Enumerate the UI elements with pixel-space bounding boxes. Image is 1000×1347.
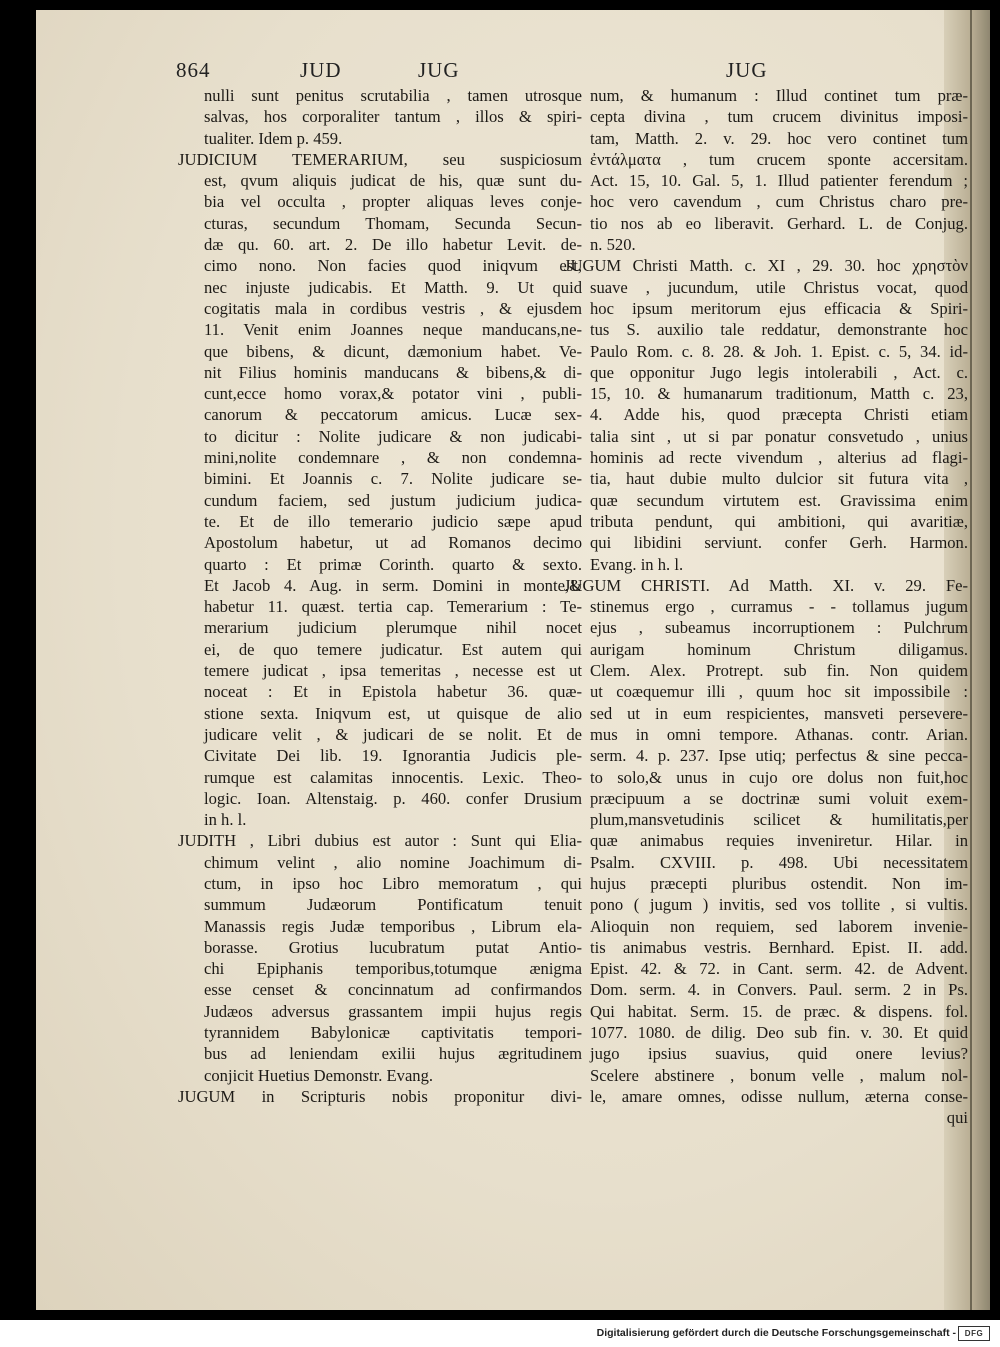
text-line: sed ut in eum respicientes, mansveti persevere-: [590, 703, 968, 723]
text-line: mini,nolite condemnare , & non condemna-: [204, 448, 582, 468]
text-line: nec injuste judicabis. Et Matth. 9. Ut quid: [204, 277, 582, 297]
text-line: tis animabus vestris. Bernhard. Epist. II. add.: [590, 937, 968, 957]
text-line: ἐντάλματα , tum crucem sponte accersitam.: [590, 149, 968, 169]
text-line: to solo,& unus in cujo ore dolus non fuit,hoc: [590, 767, 968, 787]
text-line: bia vel occulta , propter aliquas leves conje-: [204, 192, 582, 212]
text-line: Dom. serm. 4. in Convers. Paul. serm. 2 in Ps.: [590, 980, 968, 1000]
text-line: tia, haut dubie multo dulcior sit futura vita ,: [590, 469, 968, 489]
left-column: [178, 85, 582, 1107]
text-line: tam, Matth. 2. v. 29. hoc vero continet tum: [590, 128, 968, 148]
text-line: est, qvum aliquis judicat de his, quæ sunt du-: [204, 171, 582, 191]
text-line: Qui habitat. Serm. 15. de præc. & dispens. fol.: [590, 1001, 968, 1021]
text-line: habetur 11. quæst. tertia cap. Temerarium : Te-: [204, 597, 582, 617]
text-line: quæ secundum virtutem est. Gravissima enim: [590, 490, 968, 510]
text-line: nulli sunt penitus scrutabilia , tamen utrosque: [204, 86, 582, 105]
text-line: num, & humanum : Illud continet tum præ-: [590, 86, 968, 105]
text-line: rumque est calamitas innocentis. Lexic. Theo-: [204, 767, 582, 787]
text-line: nit Filius hominis manducans & bibens,& di-: [204, 362, 582, 382]
header-catchword-left-2: JUG: [418, 58, 460, 82]
text-line: chi Epiphanis temporibus,totumque ænigma: [204, 959, 582, 979]
text-line: Act. 15, 10. Gal. 5, 1. Illud patienter ferendum ;: [590, 171, 968, 191]
text-line: hominis ad recte vivendum , alterius ad flagi-: [590, 448, 968, 468]
text-line: Paulo Rom. c. 8. 28. & Joh. 1. Epist. c. 5, 34. id-: [590, 341, 968, 361]
text-line: Clem. Alex. Protrept. sub fin. Non quidem: [590, 661, 968, 681]
text-line: dæ qu. 60. art. 2. De illo habetur Levit. de-: [204, 235, 582, 255]
text-line: 11. Venit enim Joannes neque manducans,ne-: [204, 320, 582, 340]
text-line: te. Et de illo temerario judicio sæpe apud: [204, 511, 582, 531]
text-line: le, amare omnes, odisse nullum, æterna conse-: [590, 1086, 968, 1106]
text-line: esse censet & concinnatum ad confirmandos: [204, 980, 582, 1000]
text-line: JUGUM CHRISTI. Ad Matth. XI. v. 29. Fe-: [564, 575, 968, 595]
text-line: merarium judicium plerumque nihil nocet: [204, 618, 582, 638]
text-line: cimo nono. Non facies quod iniqvum est,: [204, 256, 582, 276]
text-line: plum,mansvetudinis scilicet & humilitatis,per: [590, 810, 968, 830]
text-line: Civitate Dei lib. 19. Ignorantia Judicis ple-: [204, 746, 582, 766]
text-line: tio nos ab eo liberavit. Gerhard. L. de Conjug.: [590, 213, 968, 233]
text-line: 15, 10. & humanarum traditionum, Matth c. 23,: [590, 384, 968, 404]
text-line: in h. l.: [204, 810, 247, 830]
text-line: cundum faciem, sed justum judicium judica-: [204, 490, 582, 510]
text-line: ctum, in ipso hoc Libro memoratum , qui: [204, 873, 582, 893]
text-line: 1077. 1080. de dilig. Deo sub fin. v. 30. Et quid: [590, 1023, 968, 1043]
text-line: tributa pendunt, qui ambitioni, qui avaritiæ,: [590, 511, 968, 531]
text-line: suave , jucundum, utile Christus vocat, quod: [590, 277, 968, 297]
text-line: tyrannidem Babylonicæ captivitatis tempori-: [204, 1023, 582, 1043]
text-line: cogitatis mala in cordibus vestris , & ejusdem: [204, 298, 582, 318]
text-line: Manassis regis Judæ temporibus , Librum ela-: [204, 916, 582, 936]
text-line: cepta divina , tum crucem divinitus imposi-: [590, 107, 968, 127]
text-line: JUDICIUM TEMERARIUM, seu suspiciosum: [178, 149, 582, 169]
text-line: bus ad leniendam exilii hujus ægritudinem: [204, 1044, 582, 1064]
header-catchword-left: JUD: [300, 58, 342, 82]
text-line: 4. Adde his, quod præcepta Christi etiam: [590, 405, 968, 425]
text-line: tualiter. Idem p. 459.: [204, 128, 343, 148]
text-line: quæ animabus requies inveniretur. Hilar. in: [590, 831, 968, 851]
text-line: aurigam hominum Christum diligamus.: [590, 639, 968, 659]
text-line: Judæos adversus grassantem impii hujus regis: [204, 1001, 582, 1021]
text-line: JUDITH , Libri dubius est autor : Sunt qui Elia-: [178, 831, 582, 851]
text-line: cturas, secundum Thomam, Secunda Secun-: [204, 213, 582, 233]
text-line: Apostolum habetur, ut ad Romanos decimo: [204, 533, 582, 553]
text-line: Epist. 42. & 72. in Cant. serm. 42. de Advent.: [590, 959, 968, 979]
text-line: ei, de quo temere judicatur. Est autem qui: [204, 639, 582, 659]
text-line: Alioquin non requiem, sed laborem invenie-: [590, 916, 968, 936]
text-line: chimum velint , alio nomine Joachimum di-: [204, 852, 582, 872]
text-line: salvas, hos corporaliter tantum , illos & spiri-: [204, 107, 582, 127]
text-line: stione sexta. Iniqvum est, ut quisque de alio: [204, 703, 582, 723]
text-line: judicare velit , & judicari de se nolit. Et de: [204, 724, 582, 744]
text-line: qui: [946, 1108, 968, 1128]
funding-credit: Digitalisierung gefördert durch die Deutsche Forschungsgemeinschaft -: [596, 1327, 956, 1339]
text-line: ejus , subeamus incorruptionem : Pulchrum: [590, 618, 968, 638]
text-line: temere judicat , ipsa temeritas , necesse est ut: [204, 661, 582, 681]
text-line: Et Jacob 4. Aug. in serm. Domini in monte,&: [204, 575, 582, 595]
right-column: [564, 85, 968, 1129]
spine-edge: [970, 10, 972, 1310]
text-line: summum Judæorum Pontificatum tenuit: [204, 895, 582, 915]
text-line: Scelere abstinere , bonum velle , malum nol-: [590, 1065, 968, 1085]
text-line: serm. 4. p. 237. Ipse utiq; perfectus & sine pecca-: [590, 746, 968, 766]
text-line: logic. Ioan. Altenstaig. p. 460. confer Drusium: [204, 788, 582, 808]
dfg-logo: DFG: [958, 1326, 990, 1341]
page-number: 864: [176, 58, 211, 82]
text-line: que opponitur Jugo legis intolerabili , Act. c.: [590, 362, 968, 382]
text-line: que bibens, & dicunt, dæmonium habet. Ve-: [204, 341, 582, 361]
text-line: qui libidini serviunt. confer Gerh. Harmon.: [590, 533, 968, 553]
text-line: Psalm. CXVIII. p. 498. Ubi necessitatem: [590, 852, 968, 872]
text-line: quarto : Et primæ Corinth. quarto & sexto.: [204, 554, 582, 574]
book-page: [36, 10, 990, 1310]
text-line: cunt,ecce homo vorax,& potator vini , publi-: [204, 384, 582, 404]
text-line: pono ( jugum ) invitis, sed vos tollite , si vultis.: [590, 895, 968, 915]
text-line: talia sint , ut si par ponatur consvetudo , unius: [590, 426, 968, 446]
text-line: stinemus ergo , curramus - - tollamus jugum: [590, 597, 968, 617]
text-line: hoc ipsum meritorum ejus efficacia & Spiri-: [590, 298, 968, 318]
text-line: tus S. auxilio tale reddatur, demonstrante hoc: [590, 320, 968, 340]
text-line: borasse. Grotius lucubratum putat Antio-: [204, 937, 582, 957]
text-line: canorum & peccatorum amicus. Lucæ sex-: [204, 405, 582, 425]
text-line: jugo ipsius suavius, quid onere levius?: [590, 1044, 968, 1064]
footer-bar: [0, 1320, 1000, 1347]
text-line: conjicit Huetius Demonstr. Evang.: [204, 1065, 434, 1085]
text-line: to dicitur : Nolite judicare & non judicabi-: [204, 426, 582, 446]
text-line: hujus præcepti pluribus ostendit. Non im-: [590, 873, 968, 893]
text-line: n. 520.: [590, 235, 636, 255]
text-line: bimini. Et Joannis c. 7. Nolite judicare se-: [204, 469, 582, 489]
text-line: Evang. in h. l.: [590, 554, 684, 574]
text-line: præcipuum a se doctrinæ sumi voluit exem-: [590, 788, 968, 808]
text-line: noceat : Et in Epistola habetur 36. quæ-: [204, 682, 582, 702]
text-line: hoc vero cavendum , cum Christus charo pre-: [590, 192, 968, 212]
text-line: ut coæquemur illi , quum hoc sit impossibile :: [590, 682, 968, 702]
text-line: mus in omni tempore. Athanas. contr. Arian.: [590, 724, 968, 744]
text-line: JUGUM in Scripturis nobis proponitur divi-: [178, 1086, 582, 1106]
header-catchword-right: JUG: [726, 58, 768, 82]
text-line: JUGUM Christi Matth. c. XI , 29. 30. hoc χρηστὸν: [564, 256, 968, 276]
